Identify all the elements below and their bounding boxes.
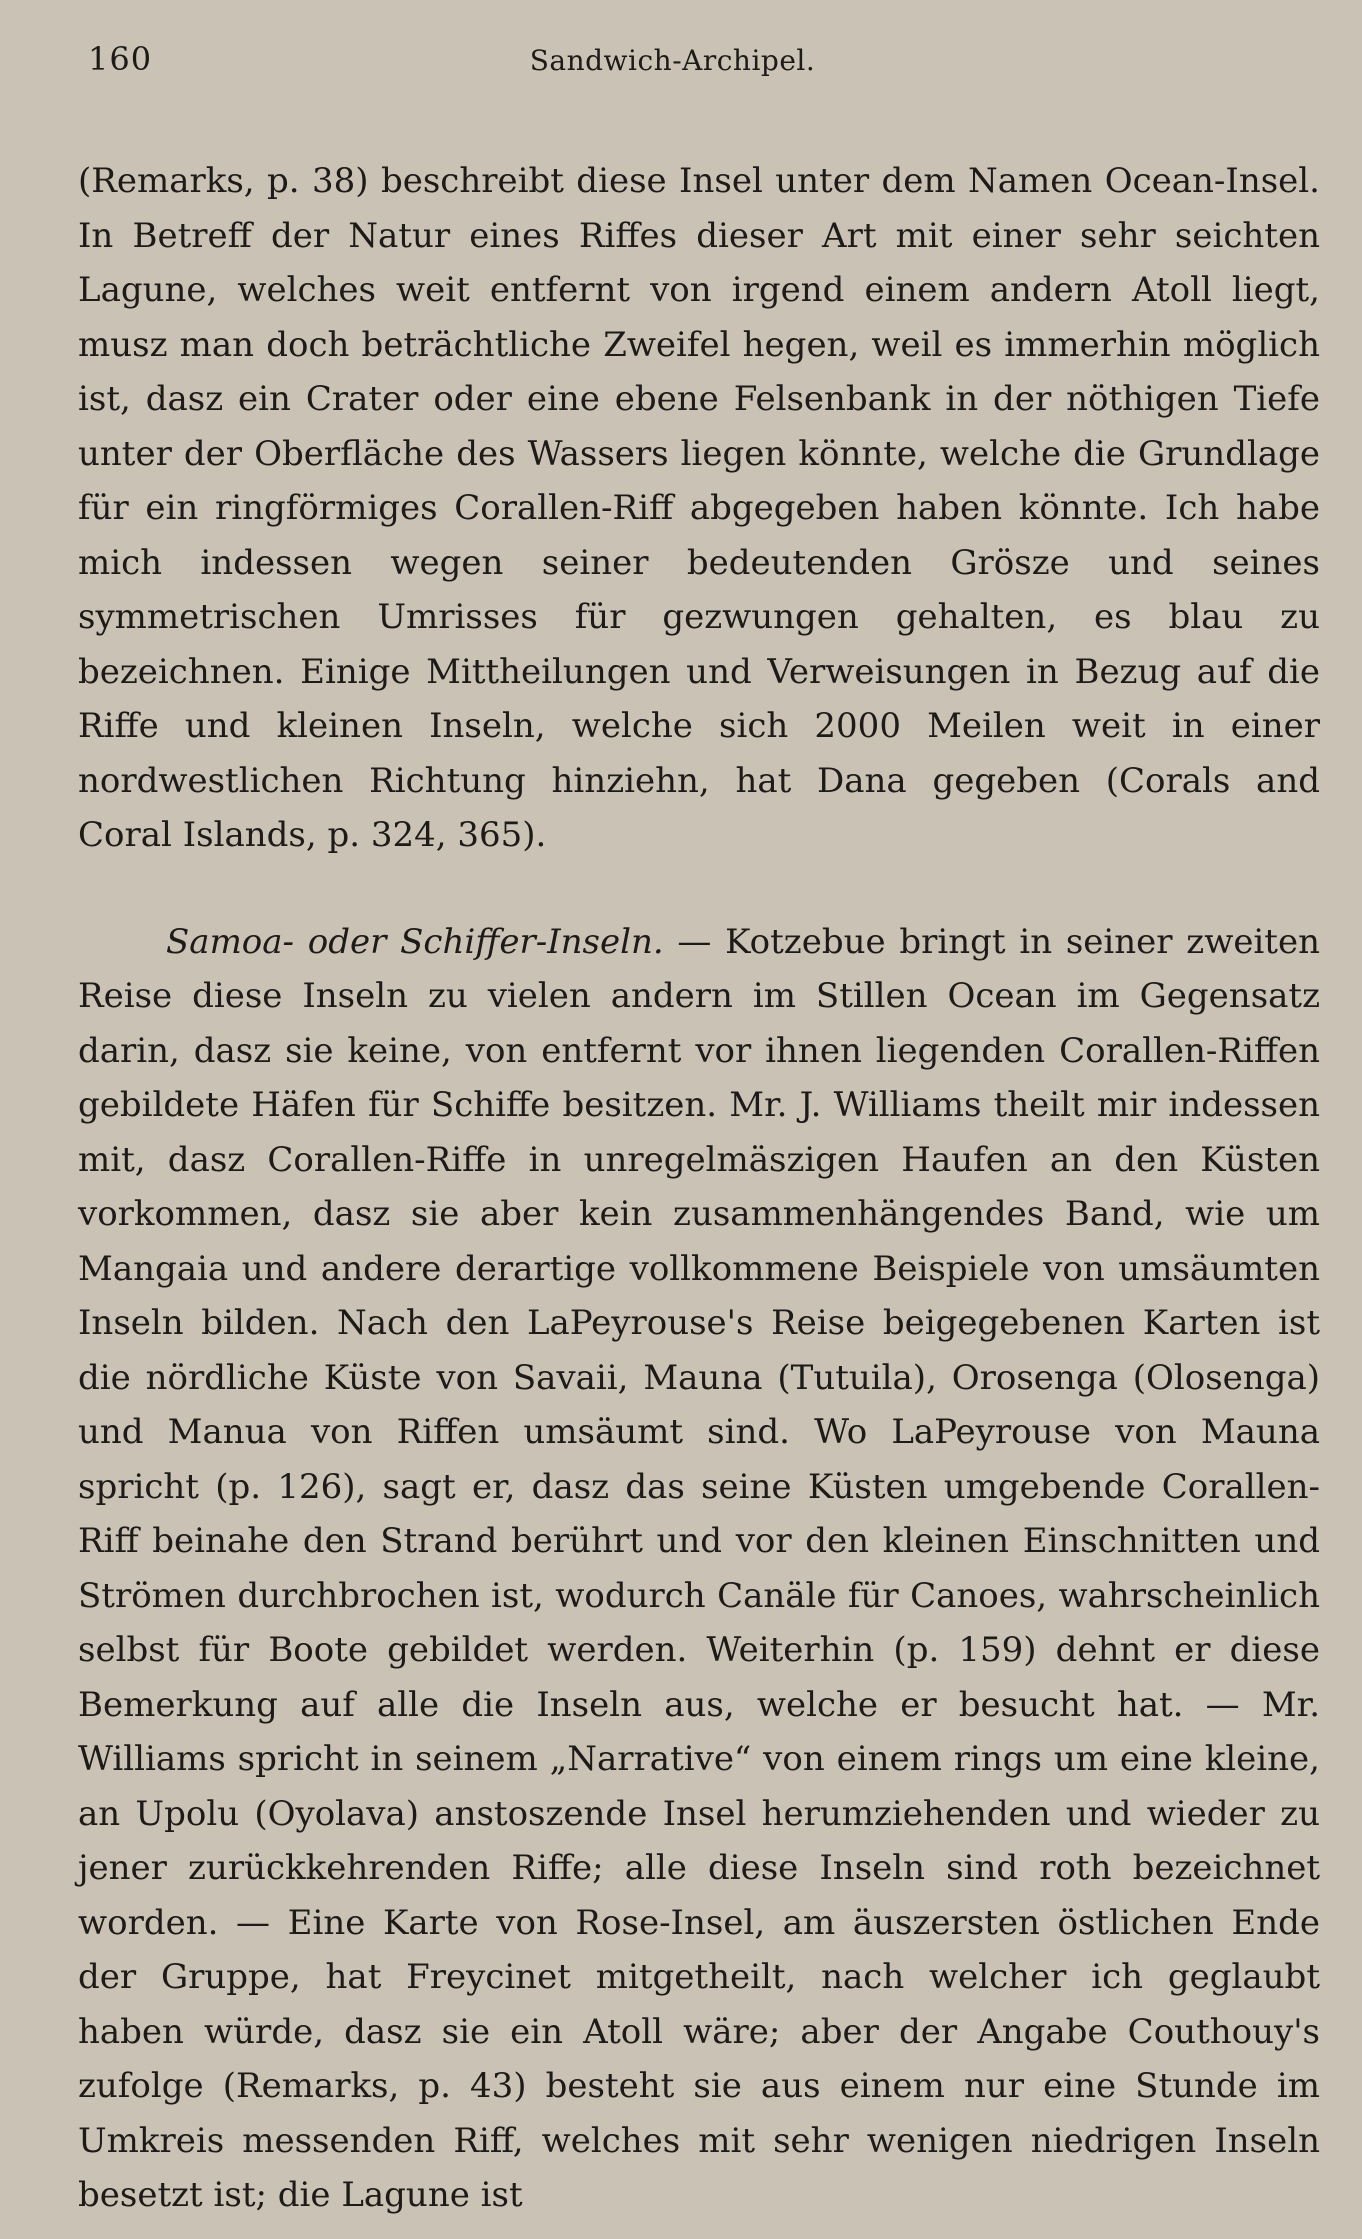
page-header [88,36,1257,84]
paragraph-hawaii-end: (Remarks, p. 38) beschreibt diese Insel unter dem Namen Ocean-Insel. In Betreff der Natur eines Riffes dieser Art mit einer sehr seichten Lagune, welches weit entfernt von irgend einem andern Atoll liegt, musz man doch beträchtliche Zweifel hegen, weil es immerhin möglich ist, dasz ein Crater oder eine ebene Felsenbank in der nöthigen Tiefe unter der Oberfläche des Wassers liegen könnte, welche die Grundlage für ein ringförmiges Corallen-Riff abgegeben haben könnte. Ich habe mich indessen wegen seiner bedeutenden Grösze und seines symmetrischen Umrisses für gezwungen gehalten, es blau zu bezeichnen. Einige Mittheilungen und Verweisungen in Bezug auf die Riffe und kleinen Inseln, welche sich 2000 Meilen weit in einer nordwestlichen Richtung hinziehn, hat Dana gegeben (Corals and Coral Islands, p. 324, 365). [78,161,1320,855]
page-body [78,154,1320,2223]
section-heading-samoa: Samoa- oder Schiffer-Inseln. [166,921,664,962]
page-number: 160 [88,40,153,78]
paragraph-samoa-text: — Kotzebue bringt in seiner zweiten Reise diese Inseln zu vielen andern im Stillen Ocean im Gegensatz darin, dasz sie keine, von entfernt vor ihnen liegenden Corallen-Riffen gebildete Häfen für Schiffe besitzen. Mr. J. Williams theilt mir indessen mit, dasz Corallen-Riffe in unregelmäszigen Haufen an den Küsten vorkommen, dasz sie aber kein zusammenhängendes Band, wie um Mangaia und andere derartige vollkommene Beispiele von umsäumten Inseln bilden. Nach den LaPeyrouse's Reise beigegebenen Karten ist die nördliche Küste von Savaii, Mauna (Tutuila), Orosenga (Olosenga) und Manua von Riffen umsäumt sind. Wo LaPeyrouse von Mauna spricht (p. 126), sagt er, dasz das seine Küsten umgebende Corallen-Riff beinahe den Strand berührt und vor den kleinen Einschnitten und Strömen durchbrochen ist, wodurch Canäle für Canoes, wahrscheinlich selbst für Boote gebildet werden. Weiterhin (p. 159) dehnt er diese Bemerkung auf alle die Inseln aus, welche er besucht hat. — Mr. Williams spricht in seinem „Narrative“ von einem rings um eine kleine, an Upolu (Oyolava) anstoszende Insel herumziehenden und wieder zu jener zurückkehrenden Riffe; alle diese Inseln sind roth bezeichnet worden. — Eine Karte von Rose-Insel, am äuszersten östlichen Ende der Gruppe, hat Freycinet mitgetheilt, nach welcher ich geglaubt haben würde, dasz sie ein Atoll wäre; aber der Angabe Couthouy's zufolge (Remarks, p. 43) besteht sie aus einem nur eine Stunde im Umkreis messenden Riff, welches mit sehr wenigen niedrigen Inseln besetzt ist; die Lagune ist [78,921,1320,2215]
paragraph-samoa [78,915,1320,2223]
running-head: Sandwich-Archipel. [529,44,816,77]
